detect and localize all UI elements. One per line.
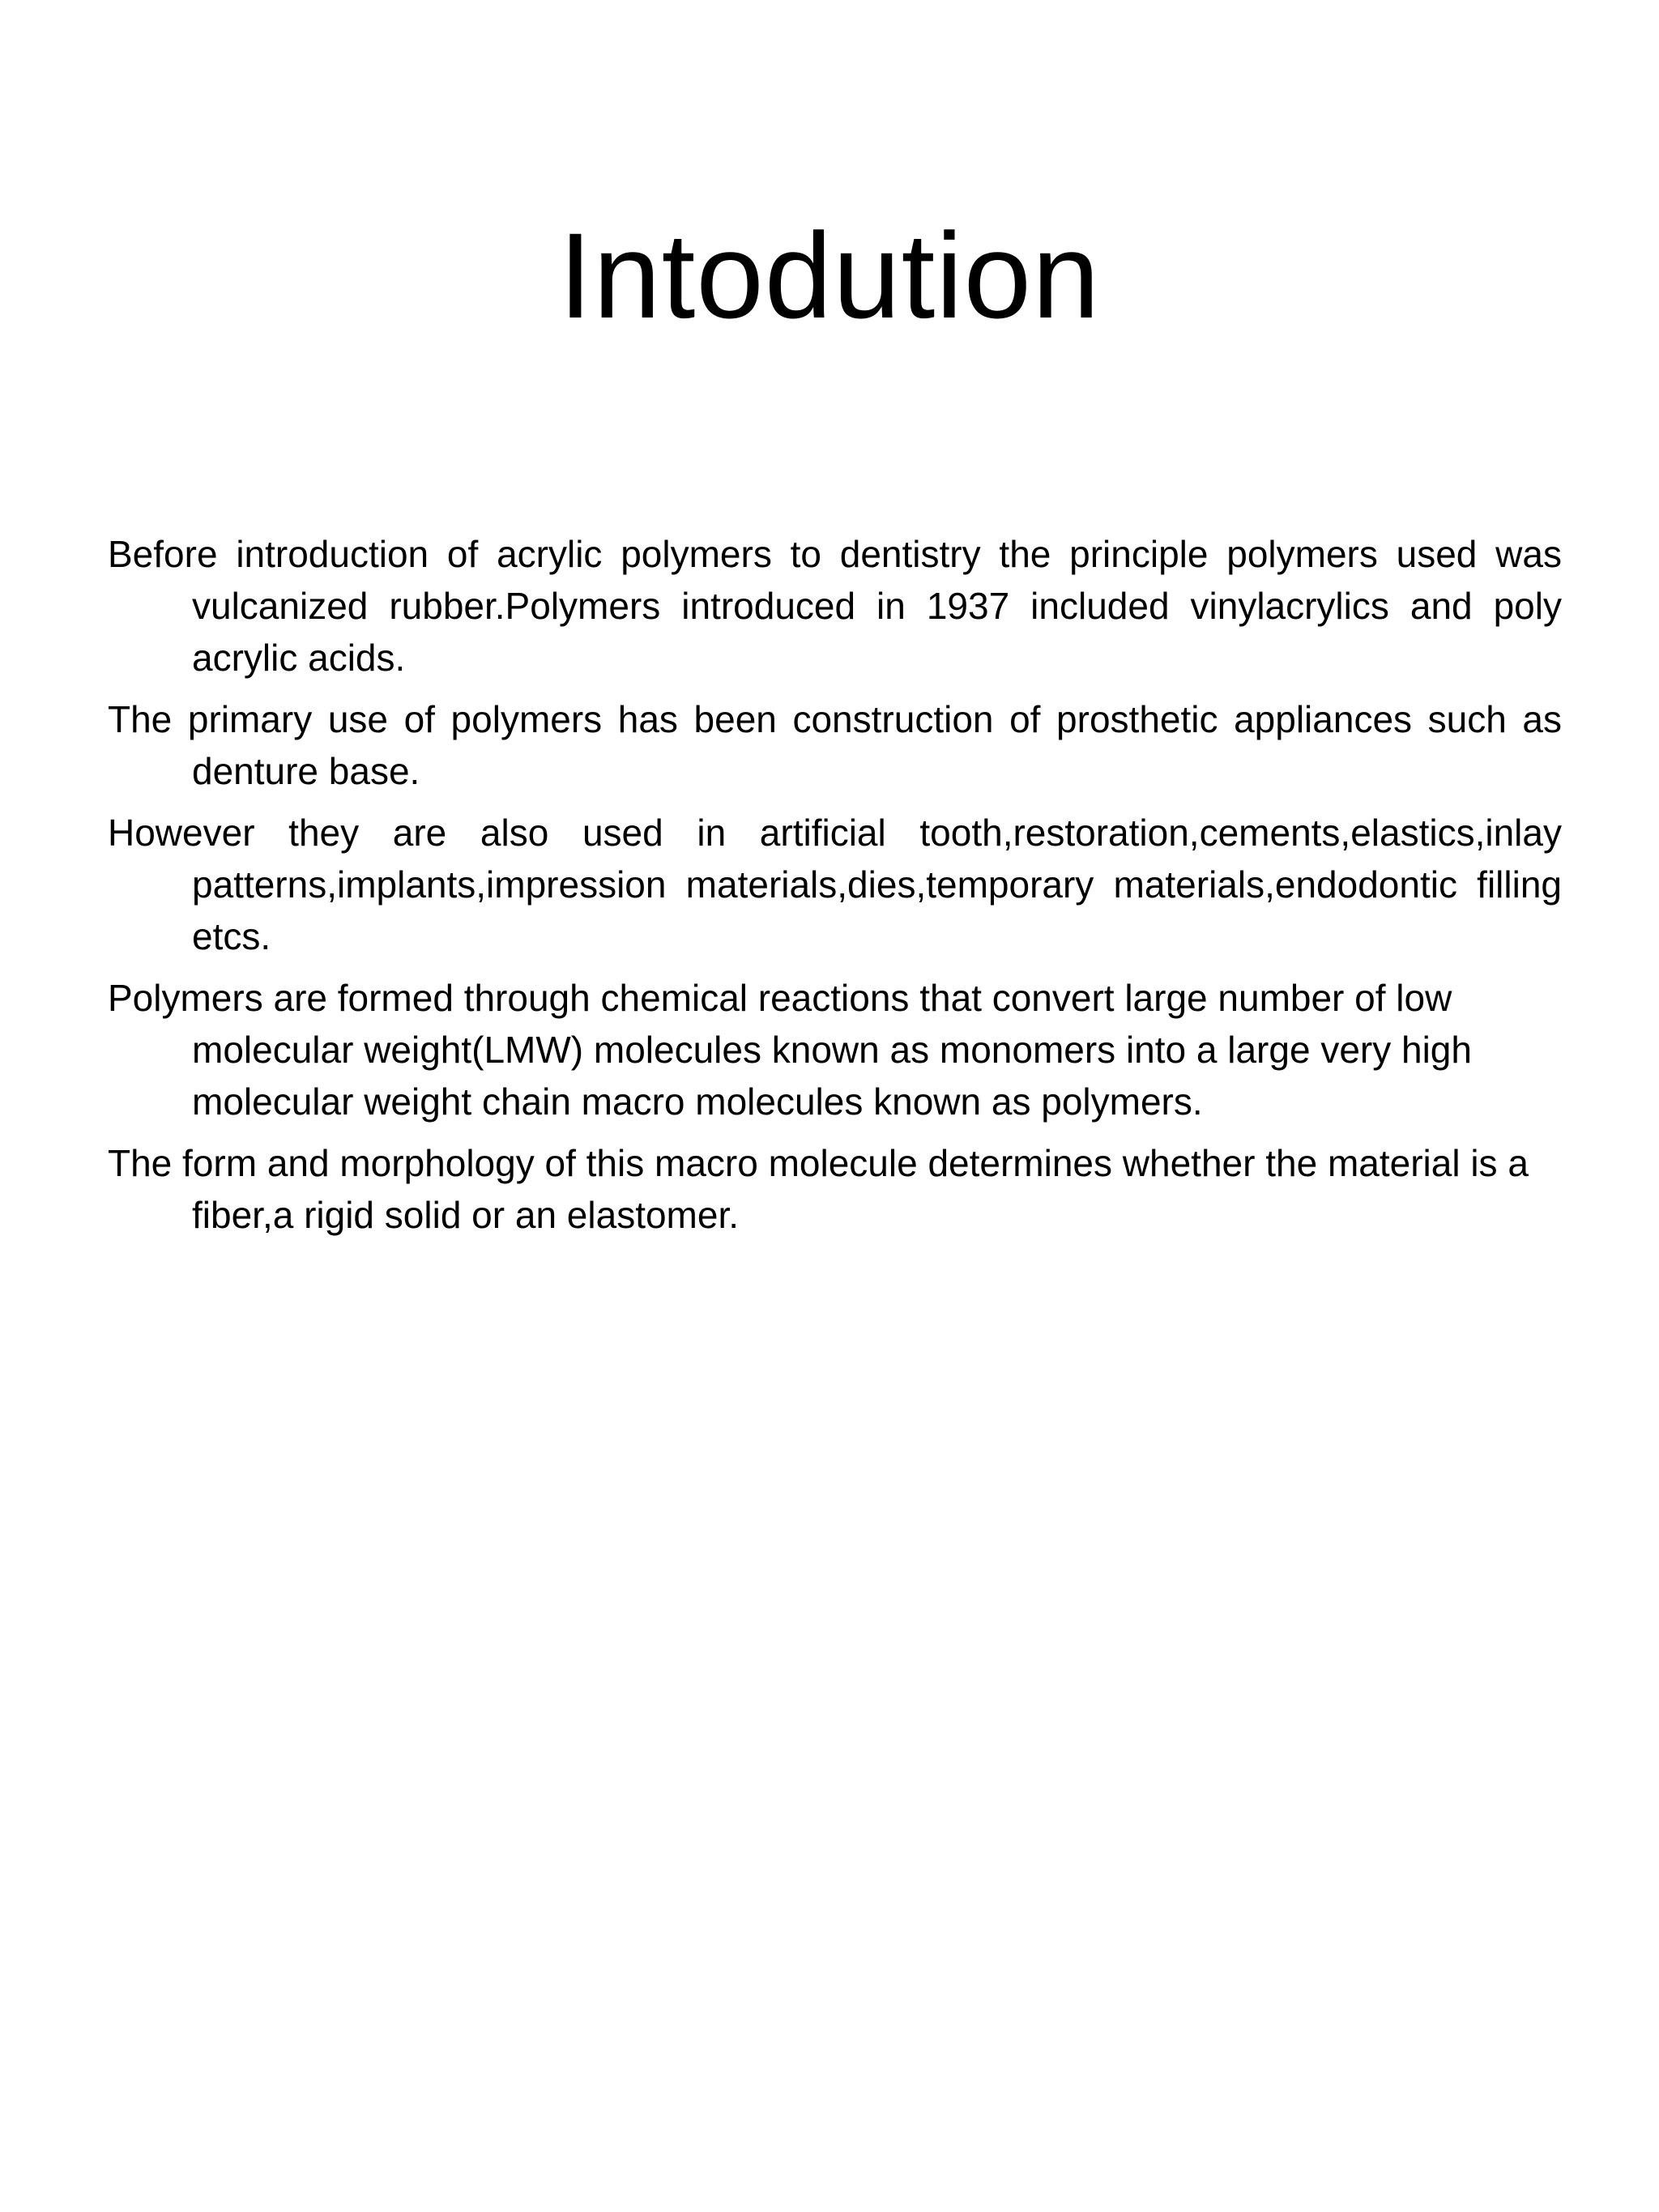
paragraph-1: Before introduction of acrylic polymers to dentistry the principle polymers used was vulcanized rubber.Polymers introduced in 1937 included vinylacrylics and poly acrylic acids.	[108, 533, 1562, 679]
slide-title: Intodution	[558, 207, 1101, 343]
paragraph-3: However they are also used in artificial tooth,restoration,cements,elastics,inlay patterns,implants,impression materials,dies,temporary materials,endodontic filling etcs.	[108, 812, 1562, 957]
paragraph-4: Polymers are formed through chemical reactions that convert large number of low molecular weight(LMW) molecules known as monomers into a large very high molecular weight chain macro molecules known as polymers.	[108, 977, 1472, 1123]
paragraph-2: The primary use of polymers has been construction of prosthetic appliances such as denture base.	[108, 698, 1562, 792]
slide-body	[108, 528, 1562, 1251]
paragraph-5: The form and morphology of this macro molecule determines whether the material is a fiber,a rigid solid or an elastomer.	[108, 1142, 1529, 1236]
